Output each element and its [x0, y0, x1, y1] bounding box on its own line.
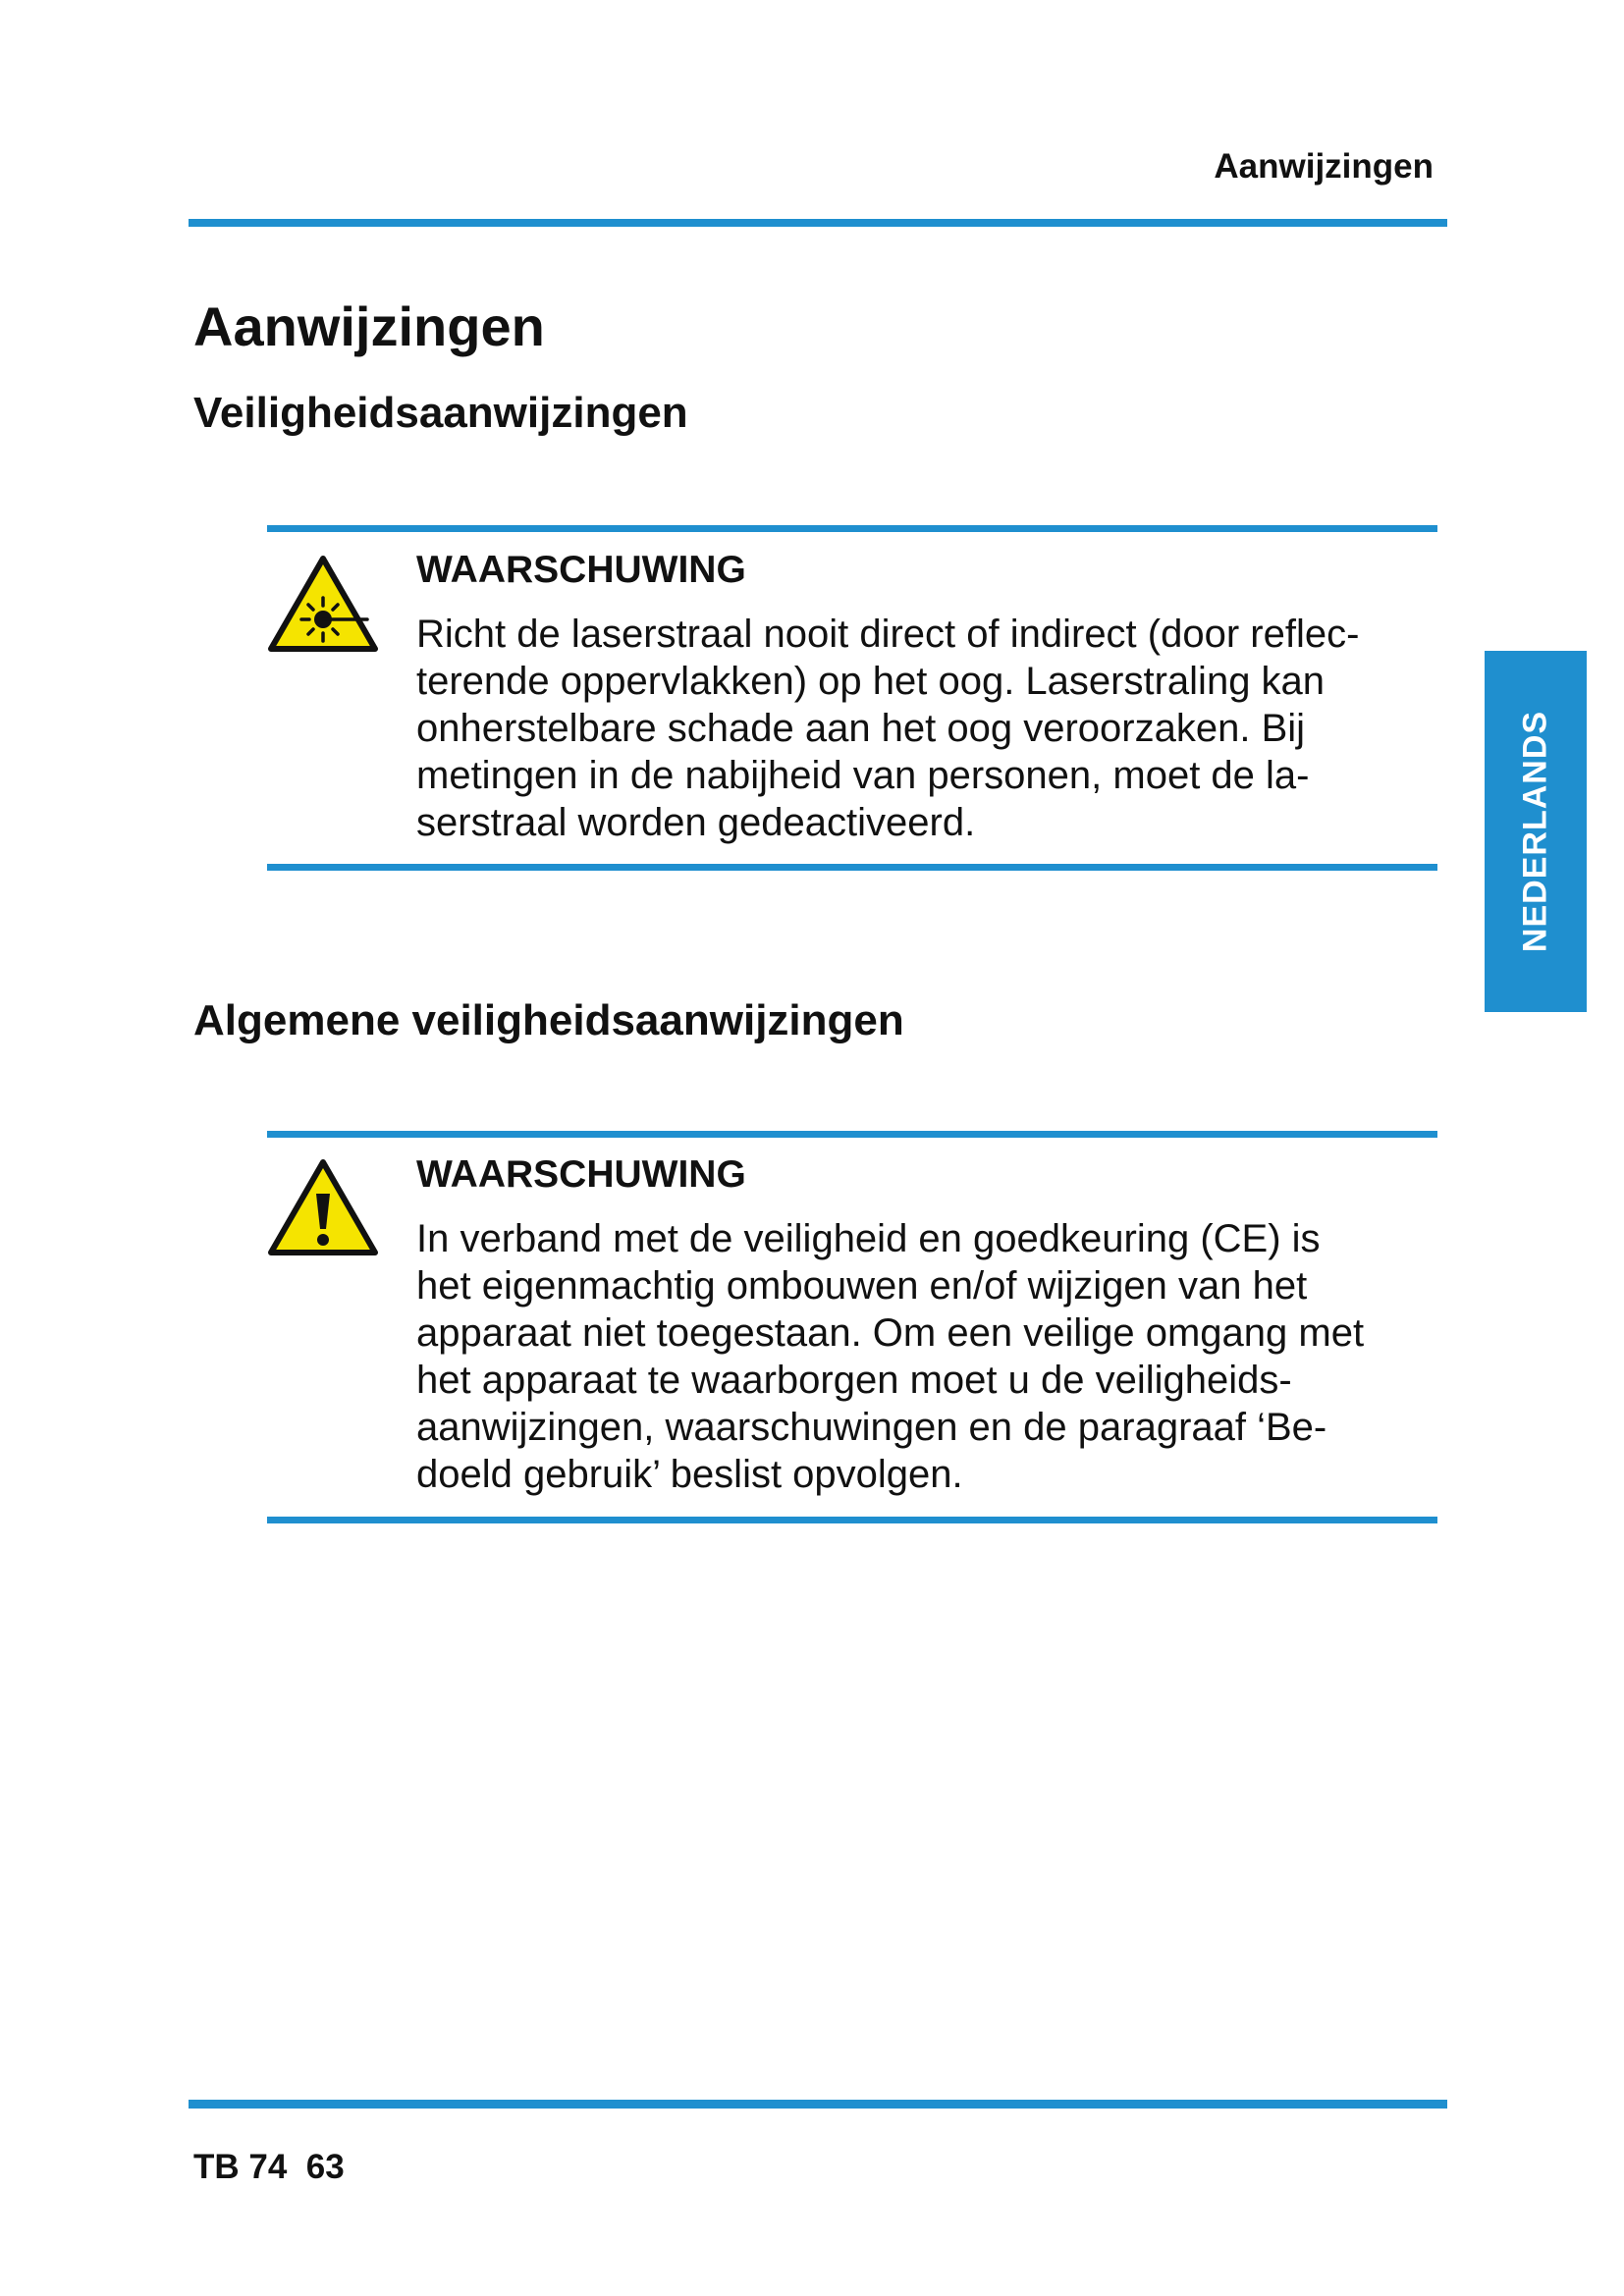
- warning-text-line: terende oppervlakken) op het oog. Laserstraling kan: [416, 660, 1326, 703]
- warning-text-line: het eigenmachtig ombouwen en/of wijzigen van het: [416, 1264, 1308, 1308]
- warning-box-top-rule: [267, 1131, 1437, 1138]
- language-label: NEDERLANDS: [1516, 710, 1554, 953]
- warning-text-line: In verband met de veiligheid en goedkeuring (CE) is: [416, 1217, 1321, 1260]
- page-number: 63: [305, 2148, 345, 2186]
- warning-text-line: onherstelbare schade aan het oog veroorzaken. Bij: [416, 707, 1306, 750]
- exclamation-warning-icon: [267, 1158, 379, 1256]
- warning-text-line: doeld gebruik’ beslist opvolgen.: [416, 1453, 963, 1496]
- warning-text-line: apparaat niet toegestaan. Om een veilige omgang met: [416, 1311, 1365, 1355]
- warning-text-line: Richt de laserstraal nooit direct of indirect (door reflec-: [416, 613, 1360, 656]
- running-header-title: Aanwijzingen: [1214, 147, 1434, 186]
- warning-box-top-rule: [267, 525, 1437, 532]
- warning-title: WAARSCHUWING: [416, 1153, 746, 1196]
- section-heading-safety: Veiligheidsaanwijzingen: [193, 389, 688, 437]
- footer-rule: [189, 2100, 1447, 2109]
- language-side-tab: [1485, 651, 1587, 1012]
- warning-box-bottom-rule: [267, 1517, 1437, 1523]
- warning-title: WAARSCHUWING: [416, 549, 746, 591]
- warning-text-laser: [416, 611, 1418, 846]
- warning-text-line: aanwijzingen, waarschuwingen en de paragraaf ‘Be-: [416, 1406, 1327, 1449]
- page-title: Aanwijzingen: [193, 295, 545, 357]
- header-rule: [189, 219, 1447, 227]
- section-heading-general-safety: Algemene veiligheidsaanwijzingen: [193, 996, 904, 1044]
- warning-box-bottom-rule: [267, 864, 1437, 871]
- warning-text-line: metingen in de nabijheid van personen, moet de la-: [416, 754, 1310, 797]
- warning-text-line: serstraal worden gedeactiveerd.: [416, 801, 976, 844]
- warning-text-line: het apparaat te waarborgen moet u de veiligheids-: [416, 1359, 1292, 1402]
- footer-model: TB 74: [193, 2148, 288, 2186]
- laser-warning-icon: [267, 555, 379, 653]
- warning-text-general: [416, 1215, 1418, 1498]
- footer: [193, 2148, 345, 2187]
